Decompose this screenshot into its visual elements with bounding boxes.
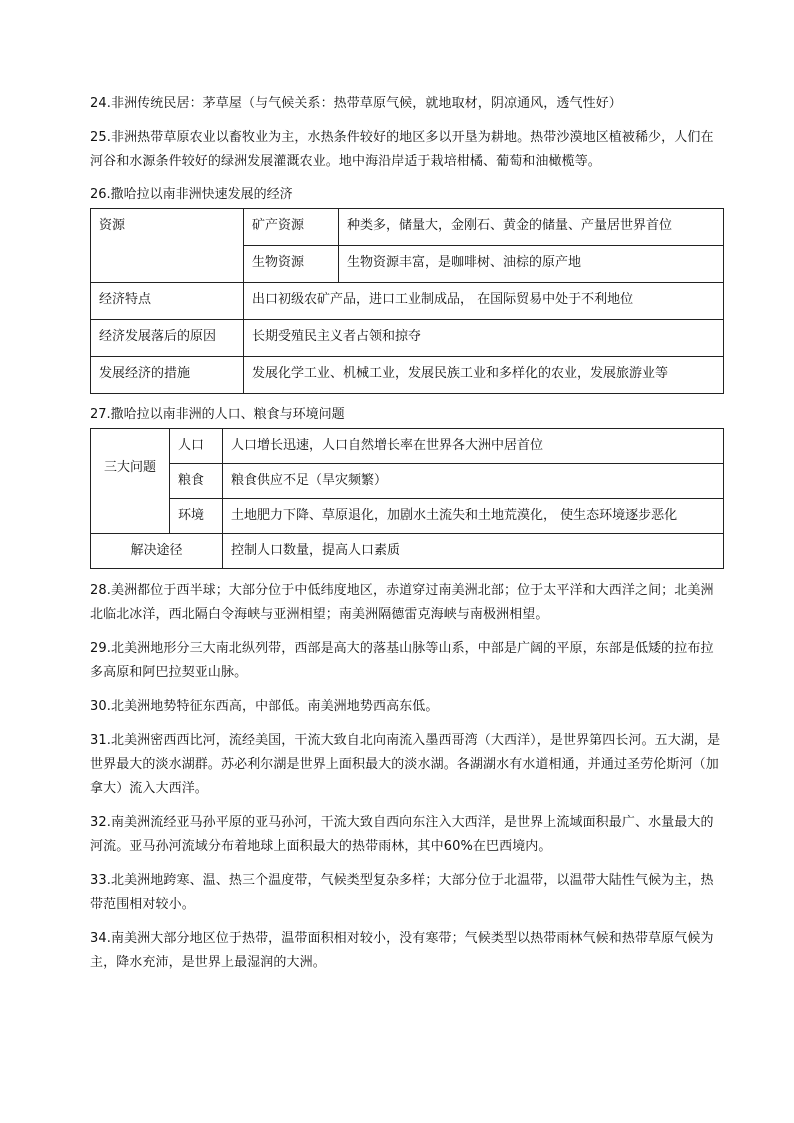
mineral-cell: 矿产资源 — [244, 209, 339, 246]
population-cell: 人口 — [170, 429, 223, 464]
document-page — [90, 92, 726, 985]
economy-table — [90, 208, 724, 394]
econ-feature-desc-cell: 出口初级农矿产品，进口工业制成品， 在国际贸易中处于不利地位 — [244, 283, 724, 320]
environment-cell: 环境 — [170, 499, 223, 534]
solution-cell: 解决途径 — [91, 534, 223, 569]
resources-cell: 资源 — [91, 209, 244, 283]
food-desc-cell: 粮食供应不足（旱灾频繁） — [223, 464, 724, 499]
three-problems-cell: 三大问题 — [91, 429, 170, 534]
item-24: 24.非洲传统民居：茅草屋（与气候关系：热带草原气候，就地取材，阴凉通风，透气性好） — [90, 96, 622, 111]
mineral-desc-cell: 种类多，储量大，金刚石、黄金的储量、产量居世界首位 — [339, 209, 724, 246]
item-29: 29.北美洲地形分三大南北纵列带，西部是高大的落基山脉等山系，中部是广阔的平原，东部是低矮的拉布拉多高原和阿巴拉契亚山脉。 — [90, 641, 714, 680]
item-31: 31.北美洲密西西比河，流经美国，干流大致自北向南流入墨西哥湾（大西洋），是世界第四长河。五大湖，是世界最大的淡水湖群。苏必利尔湖是世界上面积最大的淡水湖。各湖湖水有水道相通，并通过圣劳伦斯河（加拿大）流入大西洋。 — [90, 733, 721, 796]
item-30: 30.北美洲地势特征东西高，中部低。南美洲地势西高东低。 — [90, 699, 439, 714]
solution-desc-cell: 控制人口数量，提高人口素质 — [223, 534, 724, 569]
item-28: 28.美洲都位于西半球；大部分位于中低纬度地区，赤道穿过南美洲北部；位于太平洋和大西洋之间；北美洲北临北冰洋，西北隔白令海峡与亚洲相望；南美洲隔德雷克海峡与南极洲相望。 — [90, 583, 714, 622]
population-desc-cell: 人口增长迅速，人口自然增长率在世界各大洲中居首位 — [223, 429, 724, 464]
problems-table — [90, 428, 724, 569]
econ-feature-cell: 经济特点 — [91, 283, 244, 320]
bio-desc-cell: 生物资源丰富，是咖啡树、油棕的原产地 — [339, 246, 724, 283]
food-cell: 粮食 — [170, 464, 223, 499]
item-27-heading: 27.撒哈拉以南非洲的人口、粮食与环境问题 — [90, 407, 345, 422]
item-26-heading: 26.撒哈拉以南非洲快速发展的经济 — [90, 187, 293, 202]
item-34: 34.南美洲大部分地区位于热带，温带面积相对较小，没有寒带；气候类型以热带雨林气候和热带草原气候为主，降水充沛，是世界上最湿润的大洲。 — [90, 931, 714, 970]
item-33: 33.北美洲地跨寒、温、热三个温度带，气候类型复杂多样；大部分位于北温带，以温带大陆性气候为主，热带范围相对较小。 — [90, 873, 714, 912]
backward-reason-cell: 经济发展落后的原因 — [91, 320, 244, 357]
item-32: 32.南美洲流经亚马孙平原的亚马孙河，干流大致自西向东注入大西洋，是世界上流域面积最广、水量最大的河流。亚马孙河流域分布着地球上面积最大的热带雨林，其中60%在巴西境内。 — [90, 815, 714, 854]
item-25: 25.非洲热带草原农业以畜牧业为主，水热条件较好的地区多以开垦为耕地。热带沙漠地区植被稀少，人们在河谷和水源条件较好的绿洲发展灌溉农业。地中海沿岸适于栽培柑橘、葡萄和油橄榄等。 — [90, 130, 714, 169]
bio-cell: 生物资源 — [244, 246, 339, 283]
backward-reason-desc-cell: 长期受殖民主义者占领和掠夺 — [244, 320, 724, 357]
measures-desc-cell: 发展化学工业、机械工业，发展民族工业和多样化的农业，发展旅游业等 — [244, 357, 724, 394]
measures-cell: 发展经济的措施 — [91, 357, 244, 394]
environment-desc-cell: 土地肥力下降、草原退化，加剧水土流失和土地荒漠化， 使生态环境逐步恶化 — [223, 499, 724, 534]
